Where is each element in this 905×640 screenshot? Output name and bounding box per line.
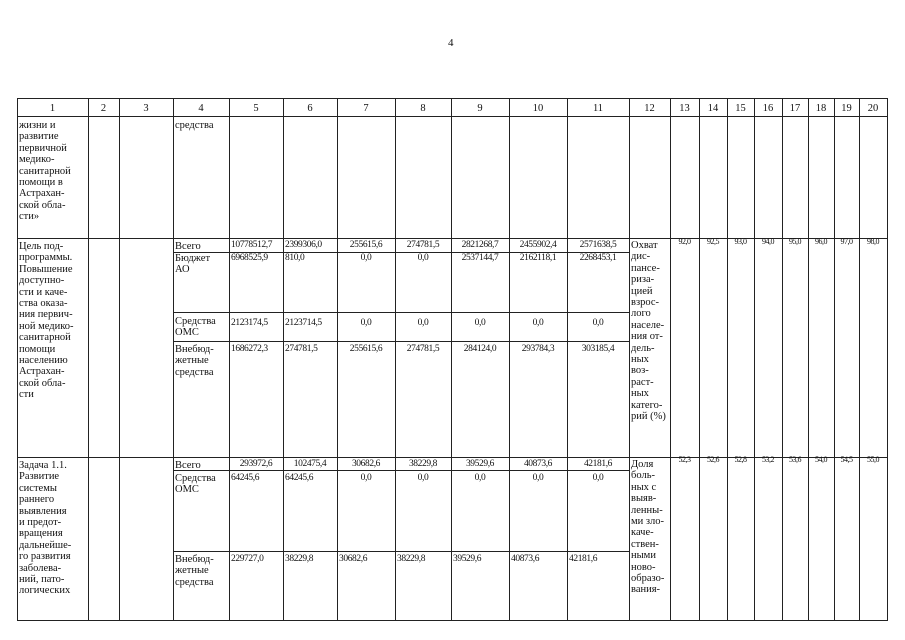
column-header-7: 7 (363, 103, 369, 114)
subrow-border (173, 551, 629, 552)
subrow-border (173, 470, 629, 471)
task-indicator-value: 52,8 (734, 455, 747, 464)
task-value-cell: 38229,8 (408, 459, 438, 469)
task-source-2: Внебюд- жетные средства (175, 554, 214, 588)
column-header-18: 18 (815, 103, 827, 114)
task-value-cell: 38229,8 (285, 554, 314, 564)
column-border (782, 98, 783, 620)
column-border (629, 98, 630, 620)
goal-value-cell: 274781,5 (406, 240, 440, 250)
goal-source-1: Бюджет АО (175, 253, 211, 276)
task-value-cell: 39529,6 (465, 459, 495, 469)
task-value-cell: 38229,8 (397, 554, 426, 564)
row-border (17, 98, 888, 99)
goal-indicator-value: 98,0 (867, 237, 879, 246)
goal-value-cell: 6968525,9 (231, 253, 268, 263)
goal-indicator-value: 95,0 (789, 237, 801, 246)
task-indicator-value: 52,6 (707, 455, 719, 464)
column-border (119, 98, 120, 620)
task-name-cell: Задача 1.1. Развитие системы раннего выявления и предот- вращения дальнейше- го развития заболева- ний, пато- логических (19, 460, 72, 597)
task-indicator-name: Доля боль- ных с выяв- ленны- ми зло- каче- ствен- ными ново- образо- вания- (631, 459, 665, 596)
column-header-3: 3 (143, 103, 149, 114)
task-indicator-value: 52,3 (678, 455, 691, 464)
goal-source-2: Средства ОМС (175, 316, 216, 339)
task-indicator-value: 54,0 (815, 455, 827, 464)
goal-value-cell: 10778512,7 (231, 240, 273, 250)
page-number: 4 (448, 37, 454, 49)
column-header-15: 15 (735, 103, 746, 114)
column-border (451, 98, 452, 620)
task-indicator-value: 54,5 (840, 455, 853, 464)
task-value-cell: 0,0 (532, 473, 544, 483)
goal-value-cell: 255615,6 (349, 344, 383, 354)
goal-value-cell: 2821268,7 (461, 240, 499, 250)
goal-value-cell: 303185,4 (581, 344, 615, 354)
column-border (229, 98, 230, 620)
column-header-13: 13 (679, 103, 690, 114)
goal-value-cell: 293784,3 (521, 344, 555, 354)
goal-indicator-value: 92,0 (678, 237, 691, 246)
goal-value-cell: 255615,6 (349, 240, 383, 250)
task-value-cell: 102475,4 (293, 459, 327, 469)
goal-value-cell: 2123714,5 (285, 318, 322, 328)
column-border (808, 98, 809, 620)
goal-indicator-value: 97,0 (840, 237, 853, 246)
column-border (173, 98, 174, 620)
task-indicator-value: 55,0 (867, 455, 879, 464)
goal-value-cell: 274781,5 (285, 344, 318, 354)
goal-value-cell: 0,0 (360, 253, 372, 263)
column-header-10: 10 (532, 103, 544, 114)
task-value-cell: 30682,6 (339, 554, 368, 564)
goal-indicator-value: 93,0 (734, 237, 747, 246)
column-header-5: 5 (253, 103, 259, 114)
task-source-0: Всего (175, 460, 201, 471)
task-indicator-value: 53,6 (789, 455, 801, 464)
column-border (337, 98, 338, 620)
task-value-cell: 293972,6 (239, 459, 273, 469)
goal-value-cell: 2268453,1 (579, 253, 617, 263)
task-value-cell: 39529,6 (453, 554, 482, 564)
task-value-cell: 0,0 (474, 473, 486, 483)
column-header-14: 14 (707, 103, 719, 114)
column-border (859, 98, 860, 620)
task-value-cell: 30682,6 (351, 459, 381, 469)
column-border (395, 98, 396, 620)
row-border (17, 620, 888, 621)
column-border (567, 98, 568, 620)
column-header-2: 2 (100, 103, 107, 114)
task-value-cell: 229727,0 (231, 554, 264, 564)
column-border (17, 98, 18, 620)
goal-source-0: Всего (175, 241, 201, 252)
column-header-19: 19 (841, 103, 852, 114)
goal-name-cell: Цель под- программы. Повышение доступно- сти и каче- ства оказа- ния первич- ной медико- санитарной помощи населению Астрахан- ской обла- сти (19, 241, 74, 401)
goal-value-cell: 2399306,0 (285, 240, 322, 250)
task-value-cell: 42181,6 (583, 459, 613, 469)
goal-source-3: Внебюд- жетные средства (175, 344, 214, 378)
column-border (509, 98, 510, 620)
goal-value-cell: 0,0 (592, 318, 604, 328)
task-value-cell: 40873,6 (511, 554, 540, 564)
goal-value-cell: 2537144,7 (461, 253, 499, 263)
column-header-9: 9 (477, 103, 483, 114)
task-value-cell: 64245,6 (285, 473, 314, 483)
goal-value-cell: 0,0 (474, 318, 486, 328)
task-value-cell: 40873,6 (523, 459, 553, 469)
task-indicator-value: 53,2 (762, 455, 774, 464)
goal-value-cell: 810,0 (285, 253, 305, 263)
goal-value-cell: 1686272,3 (231, 344, 268, 354)
goal-value-cell: 2571638,5 (579, 240, 617, 250)
column-header-8: 8 (420, 103, 426, 114)
row1-source-cell: средства (175, 120, 214, 131)
column-header-11: 11 (592, 103, 604, 114)
column-border (887, 98, 888, 620)
goal-value-cell: 284124,0 (463, 344, 497, 354)
goal-value-cell: 0,0 (532, 318, 544, 328)
goal-value-cell: 274781,5 (406, 344, 440, 354)
goal-value-cell: 2162118,1 (519, 253, 557, 263)
column-header-17: 17 (789, 103, 801, 114)
goal-indicator-name: Охват дис- пансе- риза- цией взрос- лого населе- ния от- дель- ных воз- раст- ных катего- рий (%) (631, 240, 666, 423)
subrow-border (173, 341, 629, 342)
column-border (699, 98, 700, 620)
task-value-cell: 0,0 (360, 473, 372, 483)
task-value-cell: 42181,6 (569, 554, 598, 564)
goal-value-cell: 2123174,5 (231, 318, 268, 328)
column-header-4: 4 (198, 103, 204, 114)
goal-value-cell: 2455902,4 (519, 240, 557, 250)
row1-name-cell: жизни и развитие первичной медико- санитарной помощи в Астрахан- ской обла- сти» (19, 120, 71, 223)
goal-value-cell: 0,0 (360, 318, 372, 328)
column-header-20: 20 (867, 103, 879, 114)
goal-value-cell: 0,0 (417, 318, 429, 328)
task-source-1: Средства ОМС (175, 473, 216, 496)
column-border (283, 98, 284, 620)
column-border (88, 98, 89, 620)
column-header-12: 12 (644, 103, 655, 114)
goal-indicator-value: 96,0 (815, 237, 827, 246)
column-border (727, 98, 728, 620)
column-border (754, 98, 755, 620)
row-border (17, 116, 888, 117)
column-header-6: 6 (307, 103, 313, 114)
goal-value-cell: 0,0 (417, 253, 429, 263)
subrow-border (173, 312, 629, 313)
column-header-1: 1 (49, 103, 56, 114)
task-value-cell: 64245,6 (231, 473, 260, 483)
column-border (834, 98, 835, 620)
goal-indicator-value: 92,5 (707, 237, 719, 246)
task-value-cell: 0,0 (417, 473, 429, 483)
goal-indicator-value: 94,0 (762, 237, 774, 246)
column-header-16: 16 (762, 103, 774, 114)
task-value-cell: 0,0 (592, 473, 604, 483)
